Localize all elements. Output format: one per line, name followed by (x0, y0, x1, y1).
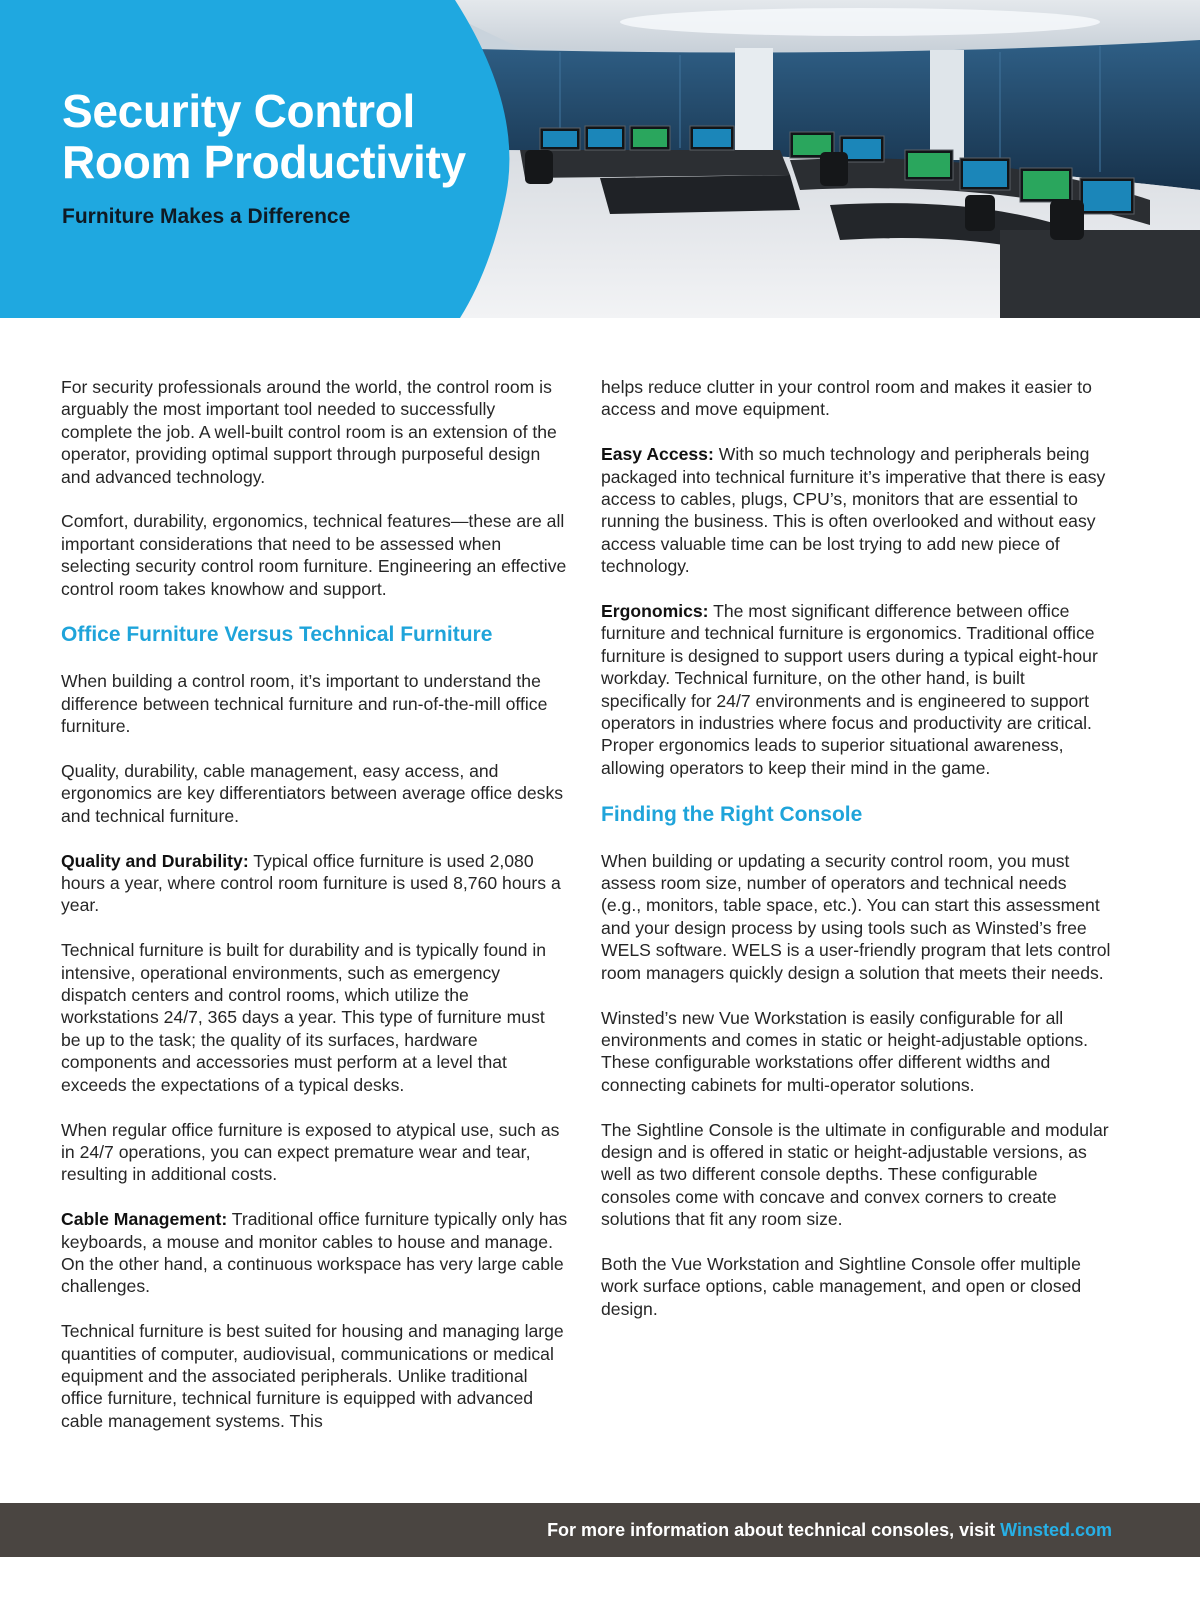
page-title (62, 86, 492, 188)
cable-management-paragraph (61, 1208, 569, 1298)
right-column (601, 376, 1111, 1343)
cable-management-lead: Cable Management: (61, 1209, 228, 1230)
easy-access-paragraph (601, 443, 1111, 577)
intro-paragraph: For security professionals around the world, the control room is arguably the most important tool needed to successfully complete the job. A well-built control room is an extension of the operator, providing optimal support through purposeful design and advanced technology. (61, 377, 557, 487)
assessment-paragraph: When building or updating a security control room, you must assess room size, number of operators and technical needs (e.g., monitors, table space, etc.). You can start this assessment and your design process by using tools such as Winsted’s free WELS software. WELS is a user-friendly program that lets control room managers quickly design a solution that meets their needs. (601, 850, 1111, 983)
both-products-paragraph: Both the Vue Workstation and Sightline Console offer multiple work surface options, cable management, and open or closed design. (601, 1253, 1082, 1319)
considerations-paragraph: Comfort, durability, ergonomics, technical features—these are all important considerations that need to be assessed when selecting security control room furniture. Engineering an effective control room takes knowhow and support. (61, 511, 567, 599)
clutter-paragraph: helps reduce clutter in your control room and makes it easier to access and move equipment. (601, 377, 1092, 420)
vue-workstation-paragraph: Winsted’s new Vue Workstation is easily configurable for all environments and comes in static or height-adjustable options. These configurable workstations offer different widths and connecting cabinets for multi-operator solutions. (601, 1007, 1089, 1095)
footer-message: For more information about technical consoles, visit (547, 1520, 1001, 1540)
footer-text (547, 1503, 1112, 1557)
ergonomics-text: The most significant difference between office furniture and technical furniture is ergonomics. Traditional office furniture is designed to support users during a typical eight-hour workday. Technical furniture, on the other hand, is built specifically for 24/7 environments and is engineered to support operators in industries where focus and productivity are critical. Proper ergonomics leads to superior situational awareness, allowing operators to keep their mind in the game. (601, 601, 1098, 778)
difference-paragraph: When building a control room, it’s important to understand the difference between technical furniture and run-of-the-mill office furniture. (61, 671, 548, 737)
durability-paragraph: Technical furniture is built for durability and is typically found in intensive, operational environments, such as emergency dispatch centers and control rooms, which utilize the workstations 24/7, 365 days a year. This type of furniture must be up to the task; the quality of its surfaces, hardware components and accessories must perform at a level that exceeds the expectations of a typical desks. (61, 940, 547, 1095)
easy-access-text: With so much technology and peripherals being packaged into technical furniture it’s imperative that there is easy access to cables, plugs, CPU’s, monitors that are essential to running the business. This is often overlooked and without easy access valuable time can be lost trying to add new piece of technology. (601, 444, 1106, 577)
hero-text-block (62, 86, 492, 230)
footer-bar (0, 1503, 1200, 1557)
page-subtitle: Furniture Makes a Difference (62, 205, 351, 228)
quality-durability-paragraph (61, 850, 569, 917)
winsted-link[interactable]: Winsted.com (1000, 1520, 1112, 1540)
ergonomics-paragraph (601, 600, 1111, 779)
housing-paragraph: Technical furniture is best suited for housing and managing large quantities of computer, audiovisual, communications or medical equipment and the associated peripherals. Unlike traditional office furniture, technical furniture is equipped with advanced cable management systems. This (61, 1321, 564, 1431)
easy-access-lead: Easy Access: (601, 444, 714, 465)
differentiators-paragraph: Quality, durability, cable management, easy access, and ergonomics are key differentiators between average office desks and technical furniture. (61, 761, 564, 826)
title-line-2: Room Productivity (62, 136, 466, 188)
quality-durability-lead: Quality and Durability: (61, 850, 249, 871)
quality-durability-text: Typical office furniture is used 2,080 hours a year, where control room furniture is used 8,760 hours a year. (61, 850, 561, 916)
wear-paragraph: When regular office furniture is exposed to atypical use, such as in 24/7 operations, you can expect premature wear and tear, resulting in additional costs. (61, 1119, 560, 1185)
sightline-console-paragraph: The Sightline Console is the ultimate in configurable and modular design and is offered in static or height-adjustable versions, as well as two different console depths. These configurable consoles come with concave and convex corners to create solutions that fit any room size. (601, 1119, 1109, 1230)
section-heading-office-vs-technical: Office Furniture Versus Technical Furniture (61, 623, 493, 647)
ergonomics-lead: Ergonomics: (601, 601, 709, 622)
cable-management-text: Traditional office furniture typically only has keyboards, a mouse and monitor cables to house and manage. On the other hand, a continuous workspace has very large cable challenges. (61, 1209, 568, 1297)
left-column (61, 376, 569, 1455)
hero-banner (0, 0, 1200, 318)
section-heading-right-console: Finding the Right Console (601, 802, 863, 826)
title-line-1: Security Control (62, 85, 416, 137)
